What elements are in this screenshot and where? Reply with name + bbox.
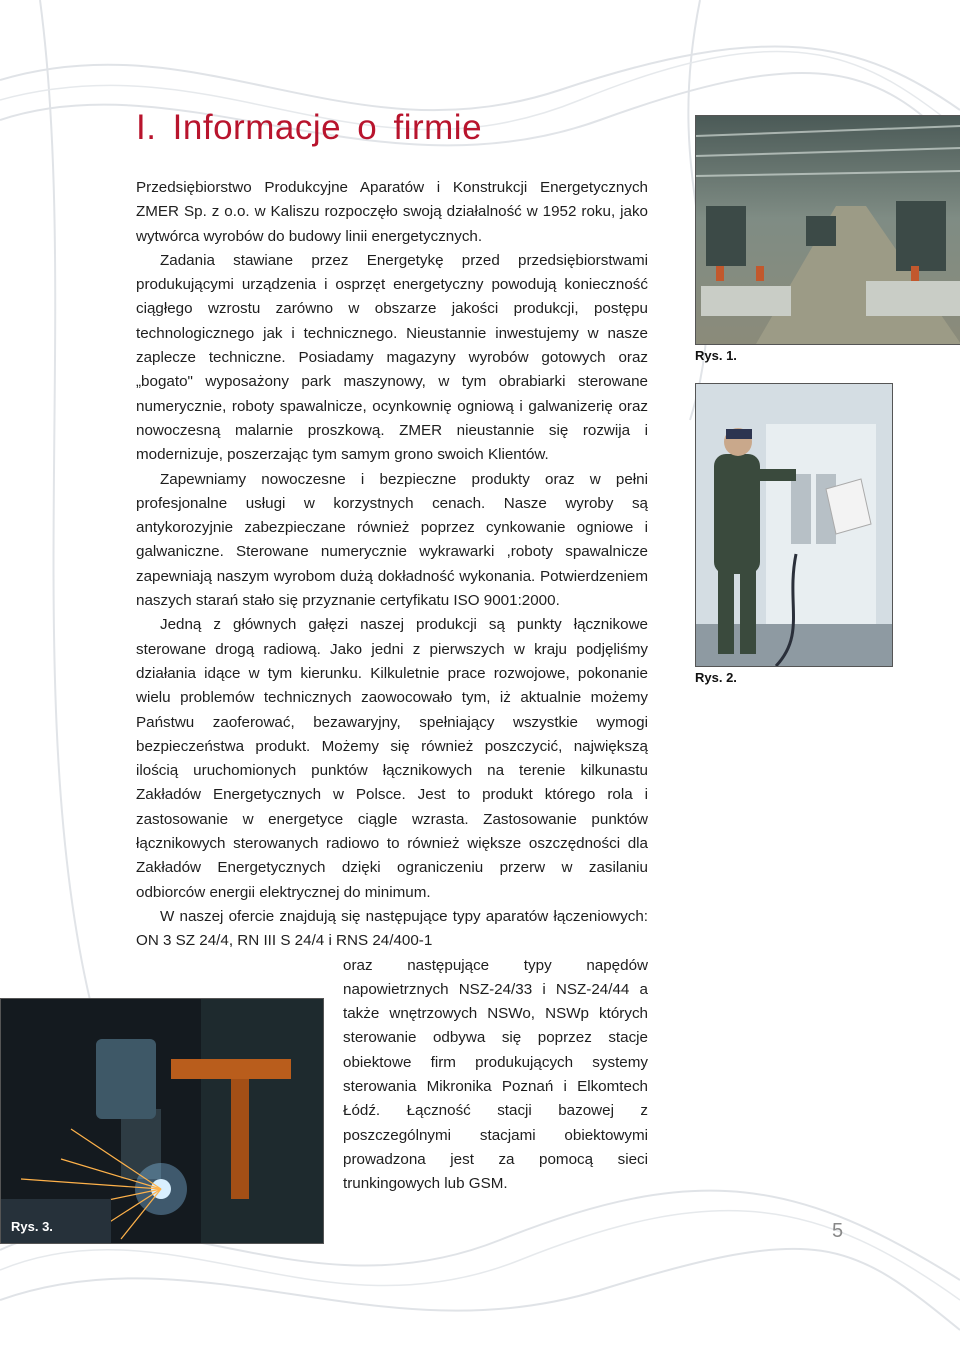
- paragraph-products: Zapewniamy nowoczesne i bezpieczne produkty oraz w pełni profesjonalne usługi w korzystnych cenach. Nasze wyroby są antykorozyjnie zabezpieczane również poprzez cynkowanie ogniowe i galwaniczne. Sterowane numerycznie wykrawarki ,roboty spawalnicze zapewniają naszym wyrobom dużą dokładność wykonania. Potwierdzeniem naszych starań stało się przyznanie certyfikatu ISO 9001:2000.: [136, 470, 648, 610]
- figure-caption-2: Rys. 2.: [695, 670, 737, 685]
- paragraph-intro: Przedsiębiorstwo Produkcyjne Aparatów i Konstrukcji Energetycznych ZMER Sp. z o.o. w Kaliszu rozpoczęło swoją działalność w 1952 roku, jako wytwórca wyrobów do budowy linii energetycznych.: [136, 179, 648, 245]
- factory-hall-photo: [695, 115, 960, 345]
- paragraph-switch-points: Jedną z głównych gałęzi naszej produkcji są punkty łącznikowe sterowane drogą radiową. Jako jedni z pierwszych w kraju podjęliśmy działania idące w tym kierunku. Kilkuletnie prace rozwojowe, pokonanie wielu problemów technicznych zaowocowało tym, iż aktualnie możemy Państwu zaoferować, bezawaryjny, spełniający wszystkie wymogi bezpieczeństwa produkt. Możemy się również poszczycić, największą ilością uruchomionych punktów łącznikowych na terenie kilkunastu Zakładów Energetycznych w Polsce. Jest to produkt którego rola i zastosowanie w energetyce ciągle wzrasta. Zastosowanie punktów łącznikowych sterowanych radiowo to również większe oszczędności dla Zakładów Energetycznych dzięki ograniczeniu przerw w zasilaniu odbiorców energii elektrycznej do minimum.: [136, 616, 648, 901]
- figure-caption-1: Rys. 1.: [695, 348, 737, 363]
- powder-coating-photo: [695, 383, 893, 667]
- figure-caption-3: Rys. 3.: [11, 1219, 53, 1234]
- paragraph-tasks: Zadania stawiane przez Energetykę przed przedsiębiorstwami produkującymi urządzenia i osprzęt energetyczny powodują konieczność ciągłego wzrostu zarówno w obszarze jakości produkcji, postępu technologicznego jak i technicznego. Nieustannie inwestujemy w nasze zaplecze techniczne. Posiadamy magazyny wyrobów gotowych oraz „bogato" wyposażony park maszynowy, w tym obrabiarki sterowane numerycznie, roboty spawalnicze, ocynkownię ogniową i galwanizerię oraz nowoczesną malarnie proszkową. ZMER nieustannie się rozwija i modernizuje, poszerzając tym samym grono swoich Klientów.: [136, 251, 648, 464]
- paragraph-offer: W naszej ofercie znajdują się następujące typy aparatów łączeniowych: ON 3 SZ 24/4, RN III S 24/4 i RNS 24/400-1: [136, 907, 648, 950]
- welding-photo: [0, 998, 324, 1244]
- page-title: I. Informacje o firmie: [136, 108, 483, 147]
- page-number: 5: [832, 1220, 844, 1242]
- paragraph-drives: oraz następujące typy napędów napowietrznych NSZ-24/33 i NSZ-24/44 a także wnętrzowych NSWo, NSWp których sterowanie odbywa się poprzez stacje obiektowe firm produkujących systemy sterowania Mikronika Poznań i Elkomtech Łódź. Łączność stacji bazowej z poszczególnymi stacjami obiektowymi prowadzona jest za pomocą sieci trunkingowych lub GSM.: [343, 956, 648, 1193]
